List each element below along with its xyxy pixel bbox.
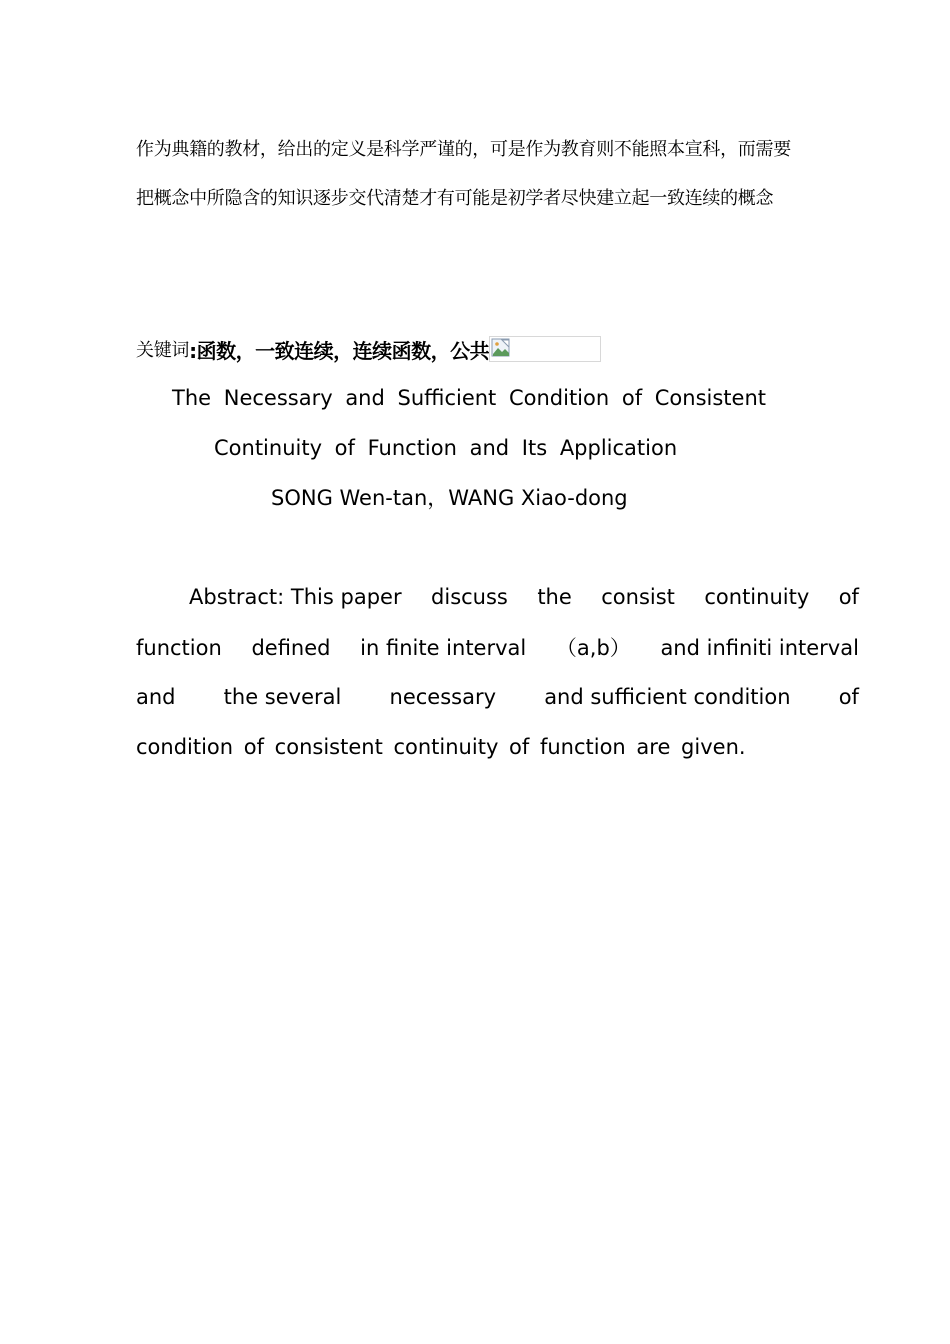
abstract-word: in finite interval: [360, 636, 527, 660]
keywords: [136, 334, 601, 364]
keywords-label: 关键词: [136, 340, 190, 361]
abstract-word: of: [838, 685, 859, 709]
abstract-word: the several: [223, 685, 342, 709]
chinese-abstract-line-1: 作为典籍的教材，给出的定义是科学严谨的，可是作为教育则不能照本宣科，而需要: [136, 139, 791, 160]
english-abstract-line-1: [189, 583, 859, 611]
abstract-word: necessary: [389, 685, 497, 709]
english-abstract-line-4: condition of consistent continuity of function are given.: [136, 735, 746, 759]
english-title-line-2: Continuity of Function and Its Application: [214, 436, 678, 460]
abstract-word: discuss: [431, 585, 508, 609]
english-abstract-line-2: [136, 634, 859, 662]
abstract-word: Abstract: This paper: [189, 585, 402, 609]
abstract-word: continuity: [704, 585, 810, 609]
keywords-values: :函数，一致连续，连续函数，公共: [189, 338, 490, 363]
abstract-word: the: [537, 585, 572, 609]
chinese-abstract-line-2: 把概念中所隐含的知识逐步交代清楚才有可能是初学者尽快建立起一致连续的概念: [136, 188, 774, 209]
abstract-word: of: [838, 585, 859, 609]
authors: SONG Wen-tan，WANG Xiao-dong: [271, 486, 628, 510]
abstract-word: defined: [251, 636, 331, 660]
abstract-word: and sufficient condition: [544, 685, 791, 709]
english-title-line-1: The Necessary and Sufficient Condition of Consistent: [172, 386, 766, 410]
english-abstract-line-3: [136, 683, 859, 711]
abstract-word: （a,b）: [555, 636, 631, 660]
abstract-word: function: [136, 636, 222, 660]
abstract-word: and: [136, 685, 176, 709]
broken-image-icon: [489, 336, 601, 362]
abstract-word: consist: [601, 585, 675, 609]
abstract-word: and infiniti interval: [660, 636, 859, 660]
